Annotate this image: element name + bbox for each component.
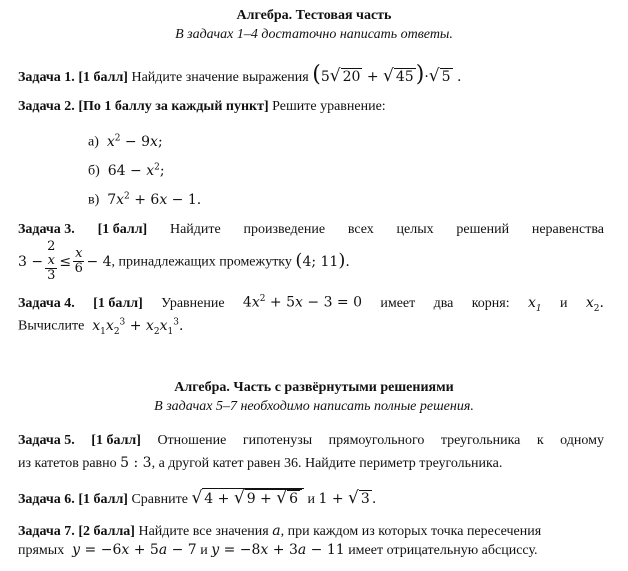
task-7-tail: имеет отрицательную абсциссу.: [348, 543, 538, 558]
task-6-expression-2: 1 + √ 3 .: [318, 488, 377, 508]
task-4-root-1: $x_1$: [527, 294, 542, 314]
task-5-word: треугольника: [440, 433, 521, 448]
task-6-points: [1 балл]: [78, 492, 128, 507]
task-2-text: Решите уравнение:: [272, 99, 386, 114]
task-6: [18, 488, 376, 508]
section-1-subtitle: В задачах 1–4 достаточно написать ответы.: [175, 27, 453, 42]
task-7-line-2: [18, 542, 538, 559]
task-5-head: Задача 5.: [18, 433, 75, 448]
section-1-title: Алгебра. Тестовая часть: [236, 8, 392, 23]
task-7-line-1: [18, 523, 541, 540]
task-4-and: и: [559, 295, 568, 311]
task-4-points: [1 балл]: [93, 295, 143, 311]
task-5-word: одному: [560, 433, 604, 448]
task-1-text: Найдите значение выражения: [131, 70, 309, 85]
section-2-title: Алгебра. Часть с развёрнутыми решениями: [174, 380, 454, 395]
task-3-tail: , принадлежащих промежутку: [111, 254, 292, 270]
task-1-expression: (5√ 20 + √ 45)·√ 5 .: [312, 62, 462, 87]
task-5-points: [1 балл]: [91, 433, 141, 448]
task-3-word: произведение: [243, 222, 326, 237]
task-5-text-a: из катетов равно: [18, 456, 117, 471]
section-2-subtitle: В задачах 5–7 необходимо написать полные решения.: [154, 399, 474, 414]
task-1-points: [1 балл]: [78, 70, 128, 85]
task-1: [18, 62, 461, 87]
task-3-word: всех: [347, 222, 374, 237]
task-3-word: решений: [456, 222, 510, 237]
task-5-word: прямоугольного: [328, 433, 425, 448]
task-3-word: Найдите: [169, 222, 221, 237]
task-7-text-2: , при каждом из которых точка пересечения: [280, 524, 542, 539]
task-2-points: [По 1 баллу за каждый пункт]: [78, 99, 269, 114]
task-5-line-1: [18, 433, 604, 449]
task-6-text: Сравните: [131, 492, 188, 507]
task-4-word: два: [433, 295, 454, 311]
task-5-word: гипотенузы: [242, 433, 313, 448]
task-4-expression: $x_1x_2^3 + x_2x_1^3$.: [92, 317, 184, 337]
task-2-item-label: б): [88, 163, 100, 179]
task-3-interval: (4; 11).: [295, 249, 350, 271]
task-2-item-label: в): [88, 192, 100, 208]
task-3-word: неравенства: [531, 222, 604, 237]
task-1-head: Задача 1.: [18, 70, 75, 85]
task-6-expression-1: √ 4 + √ 9 + √ 6: [191, 491, 304, 507]
task-4-word: корня:: [471, 295, 510, 311]
task-3-head: Задача 3.: [18, 222, 75, 237]
task-4-line-1: [18, 294, 604, 313]
task-3-line-2: [18, 240, 350, 283]
task-4-line-2: [18, 317, 183, 336]
task-2-item-a: а) $x^2 - 9x$;: [88, 133, 163, 150]
task-3-inequality: 3 − 2 x 3 ≤ $\frac{x}{6}$ − 4: [18, 239, 112, 283]
task-5-text-b: , а другой катет равен 36. Найдите периметр треугольника.: [151, 456, 503, 471]
task-7-lines-word: прямых: [18, 543, 65, 558]
task-3-line-1: [18, 222, 604, 238]
task-5-word: Отношение: [157, 433, 227, 448]
task-4-compute: Вычислите: [18, 318, 85, 334]
task-7-and: и: [200, 543, 208, 558]
task-5-ratio: 5 : 3: [120, 455, 152, 471]
task-4-word: имеет: [380, 295, 416, 311]
task-2-item-c: в) $7x^2 + 6x - 1$.: [88, 191, 202, 208]
task-6-head: Задача 6.: [18, 492, 75, 507]
task-2: [18, 99, 386, 115]
task-3-word: целых: [396, 222, 434, 237]
task-6-and: и: [307, 492, 315, 507]
task-4-root-2: $x_2$.: [585, 294, 604, 314]
task-7-line-eq-1: y = −6x + 5a − 7: [72, 542, 197, 558]
task-2-head: Задача 2.: [18, 99, 75, 114]
task-2-item-label: а): [88, 134, 99, 150]
task-7-line-eq-2: y = −8x + 3a − 11: [211, 542, 345, 558]
task-7-variable: a: [272, 523, 281, 539]
task-5-word: к: [536, 433, 544, 448]
task-7-head: Задача 7.: [18, 524, 75, 539]
task-4-head: Задача 4.: [18, 295, 75, 311]
task-3-points: [1 балл]: [97, 222, 148, 237]
task-5-line-2: [18, 455, 502, 472]
task-2-item-b: б) $64 - x^2$;: [88, 162, 165, 179]
task-4-word: Уравнение: [161, 295, 225, 311]
task-7-text-1: Найдите все значения: [138, 524, 269, 539]
task-4-equation: $4x^2 + 5x - 3 = 0$: [242, 294, 363, 311]
task-7-points: [2 балла]: [78, 524, 135, 539]
